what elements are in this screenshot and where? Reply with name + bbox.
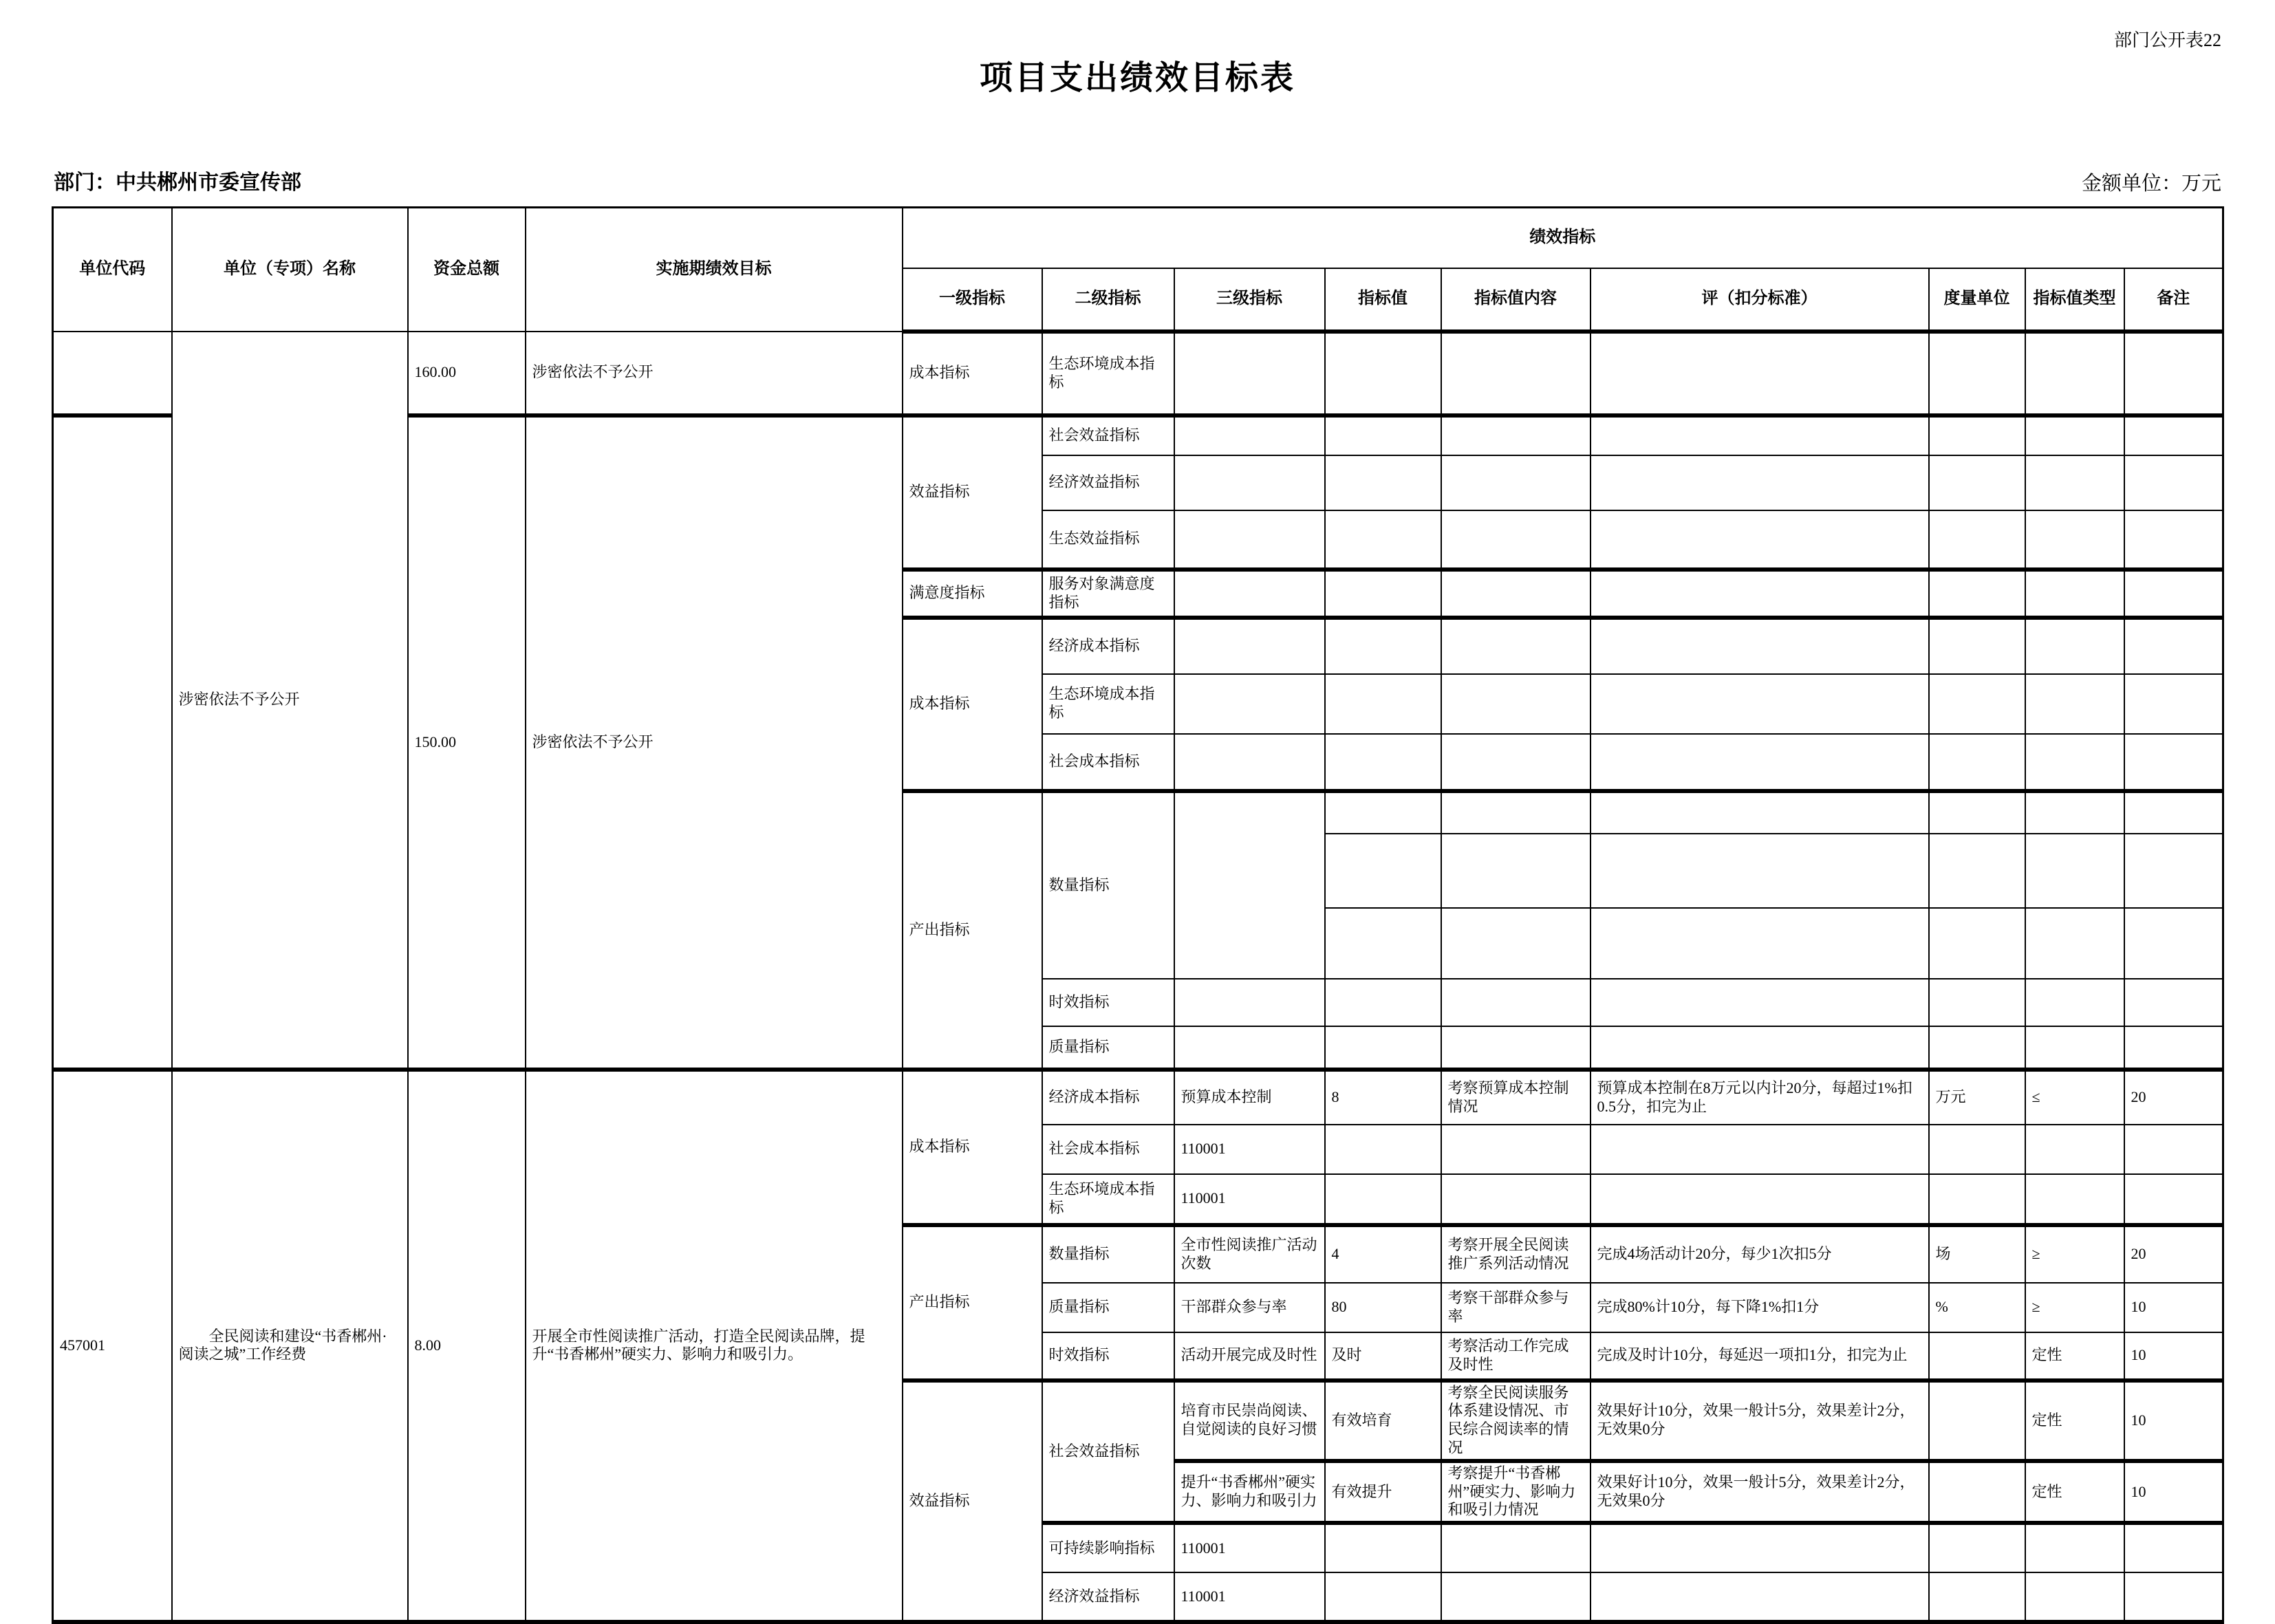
empty-cell [2124, 332, 2223, 415]
cell-c-cultivate-score: 效果好计10分，效果一般计5分，效果差计2分，无效果0分 [1591, 1381, 1929, 1461]
empty-cell [2025, 834, 2124, 908]
cell-c-econ-cost-remark: 20 [2124, 1070, 2223, 1125]
empty-cell [1929, 979, 2025, 1026]
empty-cell [2124, 455, 2223, 510]
empty-cell [1441, 834, 1591, 908]
cell-c-quantity-type: ≥ [2025, 1225, 2124, 1283]
cell-c-promote-l3: 提升“书香郴州”硬实力、影响力和吸引力 [1174, 1461, 1325, 1523]
empty-cell [1929, 1026, 2025, 1070]
empty-cell [1591, 570, 1929, 618]
cell-b-l1-output: 产出指标 [903, 791, 1042, 1070]
cell-c-l1-benefit: 效益指标 [903, 1381, 1042, 1623]
empty-cell [1441, 1523, 1591, 1572]
empty-cell [1929, 908, 2025, 979]
empty-cell [1591, 979, 1929, 1026]
empty-cell [1441, 1026, 1591, 1070]
empty-cell [1441, 332, 1591, 415]
cell-c-promote-score: 效果好计10分，效果一般计5分，效果差计2分，无效果0分 [1591, 1461, 1929, 1523]
cell-c-fund: 8.00 [408, 1070, 526, 1623]
cell-b-l2-eco-env-cost: 生态环境成本指标 [1042, 674, 1174, 734]
empty-cell [1929, 332, 2025, 415]
col-header-value-type: 指标值类型 [2025, 268, 2124, 332]
empty-cell [1591, 510, 1929, 570]
empty-cell [2025, 1125, 2124, 1174]
empty-cell [1441, 1174, 1591, 1225]
cell-b-l2-quality: 质量指标 [1042, 1026, 1174, 1070]
cell-c-econ-cost-score: 预算成本控制在8万元以内计20分，每超过1%扣0.5分，扣完为止 [1591, 1070, 1929, 1125]
cell-c-quantity-content: 考察开展全民阅读推广系列活动情况 [1441, 1225, 1591, 1283]
empty-cell [2124, 1174, 2223, 1225]
empty-cell [1929, 834, 2025, 908]
col-header-value-content: 指标值内容 [1441, 268, 1591, 332]
cell-c-cultivate-type: 定性 [2025, 1381, 2124, 1461]
col-header-unit-name: 单位（专项）名称 [172, 208, 408, 332]
empty-cell [2025, 979, 2124, 1026]
col-header-l3: 三级指标 [1174, 268, 1325, 332]
empty-cell [1325, 415, 1441, 455]
empty-cell [2124, 791, 2223, 834]
empty-cell [53, 415, 172, 1070]
empty-cell [2025, 1174, 2124, 1225]
empty-cell [1174, 674, 1325, 734]
empty-cell [1441, 734, 1591, 791]
cell-c-quality-unit: % [1929, 1283, 2025, 1332]
empty-cell [1325, 834, 1441, 908]
cell-c-promote-content: 考察提升“书香郴州”硬实力、影响力和吸引力情况 [1441, 1461, 1591, 1523]
empty-cell [1929, 570, 2025, 618]
empty-cell [1441, 979, 1591, 1026]
col-header-unit-code: 单位代码 [53, 208, 172, 332]
empty-cell [2124, 1572, 2223, 1622]
cell-c-quantity-l3: 全市性阅读推广活动次数 [1174, 1225, 1325, 1283]
empty-cell [1325, 979, 1441, 1026]
empty-cell [1441, 618, 1591, 674]
empty-cell [1325, 570, 1441, 618]
empty-cell [1441, 455, 1591, 510]
cell-c-l2-social-benefit: 社会效益指标 [1042, 1381, 1174, 1524]
cell-c-econ-benefit-l3: 110001 [1174, 1572, 1325, 1622]
empty-cell [1325, 510, 1441, 570]
cell-c-cultivate-remark: 10 [2124, 1381, 2223, 1461]
cell-c-timeliness-value: 及时 [1325, 1332, 1441, 1381]
page-title: 项目支出绩效目标表 [979, 60, 1295, 96]
cell-b-l1-satisfaction: 满意度指标 [903, 570, 1042, 618]
empty-cell [2124, 734, 2223, 791]
cell-c-cultivate-l3: 培育市民崇尚阅读、自觉阅读的良好习惯 [1174, 1381, 1325, 1461]
col-header-remark: 备注 [2124, 268, 2223, 332]
empty-cell [1929, 618, 2025, 674]
cell-c-quality-score: 完成80%计10分，每下降1%扣1分 [1591, 1283, 1929, 1332]
cell-c-eco-env-cost-l2: 生态环境成本指标 [1042, 1174, 1174, 1225]
cell-a-l2-eco-env-cost: 生态环境成本指标 [1042, 332, 1174, 415]
empty-cell [2124, 510, 2223, 570]
empty-cell [1591, 1125, 1929, 1174]
cell-c-quality-type: ≥ [2025, 1283, 2124, 1332]
col-header-measure-unit: 度量单位 [1929, 268, 2025, 332]
empty-cell [1441, 1125, 1591, 1174]
empty-cell [1174, 332, 1325, 415]
empty-cell [1174, 415, 1325, 455]
col-header-l2: 二级指标 [1042, 268, 1174, 332]
cell-c-timeliness-remark: 10 [2124, 1332, 2223, 1381]
cell-c-timeliness-score: 完成及时计10分，每延迟一项扣1分，扣完为止 [1591, 1332, 1929, 1381]
empty-cell [1591, 1523, 1929, 1572]
cell-c-quantity-l2: 数量指标 [1042, 1225, 1174, 1283]
cell-b-l2-ecological-benefit: 生态效益指标 [1042, 510, 1174, 570]
cell-c-quality-value: 80 [1325, 1283, 1441, 1332]
empty-cell [1174, 570, 1325, 618]
empty-cell [2025, 1523, 2124, 1572]
cell-c-econ-cost-type: ≤ [2025, 1070, 2124, 1125]
col-header-value: 指标值 [1325, 268, 1441, 332]
empty-cell [2025, 570, 2124, 618]
cell-c-timeliness-l2: 时效指标 [1042, 1332, 1174, 1381]
empty-cell [1325, 791, 1441, 834]
empty-cell [2124, 1523, 2223, 1572]
empty-cell [2025, 908, 2124, 979]
empty-cell [1441, 908, 1591, 979]
cell-c-econ-cost-unit: 万元 [1929, 1070, 2025, 1125]
empty-cell [1929, 1174, 2025, 1225]
cell-a-goal: 涉密依法不予公开 [526, 332, 903, 415]
cell-b-l2-social-cost: 社会成本指标 [1042, 734, 1174, 791]
empty-cell [1441, 791, 1591, 834]
cell-c-sustain-l3: 110001 [1174, 1523, 1325, 1572]
empty-cell [1929, 1461, 2025, 1523]
empty-cell [1929, 1572, 2025, 1622]
cell-c-quantity-score: 完成4场活动计20分，每少1次扣5分 [1591, 1225, 1929, 1283]
empty-cell [1441, 415, 1591, 455]
col-header-impl-goal: 实施期绩效目标 [526, 208, 903, 332]
empty-cell [1929, 1523, 2025, 1572]
cell-c-econ-cost-l3: 预算成本控制 [1174, 1070, 1325, 1125]
cell-b-l2-social-benefit: 社会效益指标 [1042, 415, 1174, 455]
empty-cell [2124, 570, 2223, 618]
empty-cell [1325, 332, 1441, 415]
cell-b-fund: 150.00 [408, 415, 526, 1070]
cell-c-econ-cost-content: 考察预算成本控制情况 [1441, 1070, 1591, 1125]
empty-cell [2025, 618, 2124, 674]
row-block-a [53, 332, 2223, 415]
col-header-scoring: 评（扣分标准） [1591, 268, 1929, 332]
empty-cell [1325, 1523, 1441, 1572]
cell-b-l1-cost: 成本指标 [903, 618, 1042, 791]
cell-c-quality-l2: 质量指标 [1042, 1283, 1174, 1332]
empty-cell [1174, 1026, 1325, 1070]
empty-cell [1325, 455, 1441, 510]
cell-c-quality-l3: 干部群众参与率 [1174, 1283, 1325, 1332]
empty-cell [1929, 791, 2025, 834]
empty-cell [1441, 1572, 1591, 1622]
empty-cell [1174, 510, 1325, 570]
empty-cell [1325, 1125, 1441, 1174]
cell-c-cultivate-content: 考察全民阅读服务体系建设情况、市民综合阅读率的情况 [1441, 1381, 1591, 1461]
empty-cell [2025, 734, 2124, 791]
empty-cell [2124, 834, 2223, 908]
cell-a-l1-cost: 成本指标 [903, 332, 1042, 415]
empty-cell [2025, 510, 2124, 570]
cell-b-l2-quantity: 数量指标 [1042, 791, 1174, 979]
cell-c-econ-benefit-l2: 经济效益指标 [1042, 1572, 1174, 1622]
cell-b-l2-service-satisfaction: 服务对象满意度指标 [1042, 570, 1174, 618]
cell-c-timeliness-content: 考察活动工作完成及时性 [1441, 1332, 1591, 1381]
cell-c-promote-type: 定性 [2025, 1461, 2124, 1523]
empty-cell [1325, 1174, 1441, 1225]
empty-cell [1174, 455, 1325, 510]
sheet-label: 部门公开表22 [2113, 30, 2221, 50]
empty-cell [1591, 791, 1929, 834]
empty-cell [2025, 791, 2124, 834]
empty-cell [1325, 734, 1441, 791]
empty-cell [1591, 455, 1929, 510]
empty-cell [1929, 1125, 2025, 1174]
empty-cell [1325, 1026, 1441, 1070]
amount-unit-label: 金额单位：万元 [2081, 173, 2221, 195]
empty-cell [2025, 1026, 2124, 1070]
cell-b-l2-economic-benefit: 经济效益指标 [1042, 455, 1174, 510]
cell-b-l2-economic-cost: 经济成本指标 [1042, 618, 1174, 674]
cell-ab-unit-name: 涉密依法不予公开 [172, 332, 408, 1070]
empty-cell [1591, 734, 1929, 791]
cell-c-cultivate-value: 有效培育 [1325, 1381, 1441, 1461]
empty-cell [2025, 415, 2124, 455]
empty-cell [1591, 332, 1929, 415]
empty-cell [1591, 1572, 1929, 1622]
cell-c-l1-cost: 成本指标 [903, 1070, 1042, 1225]
cell-c-social-cost-l3: 110001 [1174, 1125, 1325, 1174]
empty-cell [1929, 674, 2025, 734]
cell-c-econ-cost-l2: 经济成本指标 [1042, 1070, 1174, 1125]
col-header-perf-group: 绩效指标 [903, 208, 2223, 268]
empty-cell [2124, 415, 2223, 455]
empty-cell [1929, 734, 2025, 791]
cell-b-l1-benefit: 效益指标 [903, 415, 1042, 570]
cell-c-quantity-unit: 场 [1929, 1225, 2025, 1283]
cell-c-timeliness-l3: 活动开展完成及时性 [1174, 1332, 1325, 1381]
cell-c-quality-content: 考察干部群众参与率 [1441, 1283, 1591, 1332]
cell-c-eco-env-cost-l3: 110001 [1174, 1174, 1325, 1225]
cell-a-fund: 160.00 [408, 332, 526, 415]
empty-cell [1591, 1026, 1929, 1070]
empty-cell [1174, 734, 1325, 791]
empty-cell [1591, 1174, 1929, 1225]
empty-cell [1174, 791, 1325, 979]
cell-c-promote-remark: 10 [2124, 1461, 2223, 1523]
empty-cell [2124, 979, 2223, 1026]
cell-b-goal: 涉密依法不予公开 [526, 415, 903, 1070]
header-row-group [53, 208, 2223, 268]
empty-cell [1325, 674, 1441, 734]
empty-cell [2025, 455, 2124, 510]
cell-c-timeliness-type: 定性 [2025, 1332, 2124, 1381]
empty-cell [1325, 908, 1441, 979]
cell-c-unit-name: 全民阅读和建设“书香郴州·阅读之城”工作经费 [172, 1070, 408, 1623]
cell-c-l1-output: 产出指标 [903, 1225, 1042, 1381]
cell-c-social-cost-l2: 社会成本指标 [1042, 1125, 1174, 1174]
cell-c-econ-cost-value: 8 [1325, 1070, 1441, 1125]
cell-c-goal: 开展全市性阅读推广活动，打造全民阅读品牌，提升“书香郴州”硬实力、影响力和吸引力。 [526, 1070, 903, 1623]
empty-cell [1591, 618, 1929, 674]
empty-cell [2025, 674, 2124, 734]
empty-cell [1441, 674, 1591, 734]
cell-b-l2-timeliness: 时效指标 [1042, 979, 1174, 1026]
empty-cell [1591, 415, 1929, 455]
empty-cell [1591, 908, 1929, 979]
empty-cell [1929, 510, 2025, 570]
empty-cell [1441, 510, 1591, 570]
empty-cell [1174, 979, 1325, 1026]
empty-cell [1325, 1572, 1441, 1622]
empty-cell [2124, 908, 2223, 979]
empty-cell [1325, 618, 1441, 674]
row-c-economic-cost [53, 1070, 2223, 1125]
cell-c-sustain-l2: 可持续影响指标 [1042, 1523, 1174, 1572]
empty-cell [2025, 1572, 2124, 1622]
department-label: 部门：中共郴州市委宣传部 [54, 171, 301, 194]
empty-cell [1929, 455, 2025, 510]
empty-cell [1929, 1332, 2025, 1381]
empty-cell [1929, 1381, 2025, 1461]
cell-c-promote-value: 有效提升 [1325, 1461, 1441, 1523]
cell-c-quality-remark: 10 [2124, 1283, 2223, 1332]
cell-c-quantity-remark: 20 [2124, 1225, 2223, 1283]
empty-cell [1174, 618, 1325, 674]
empty-cell [2124, 1125, 2223, 1174]
cell-c-unit-code: 457001 [53, 1070, 172, 1623]
empty-cell [2124, 674, 2223, 734]
empty-cell [1929, 415, 2025, 455]
col-header-l1: 一级指标 [903, 268, 1042, 332]
empty-cell [1591, 834, 1929, 908]
cell-c-quantity-value: 4 [1325, 1225, 1441, 1283]
empty-cell [2025, 332, 2124, 415]
performance-table [52, 206, 2224, 1624]
col-header-total-fund: 资金总额 [408, 208, 526, 332]
empty-cell [53, 332, 172, 415]
empty-cell [2124, 618, 2223, 674]
empty-cell [2124, 1026, 2223, 1070]
empty-cell [1441, 570, 1591, 618]
empty-cell [1591, 674, 1929, 734]
